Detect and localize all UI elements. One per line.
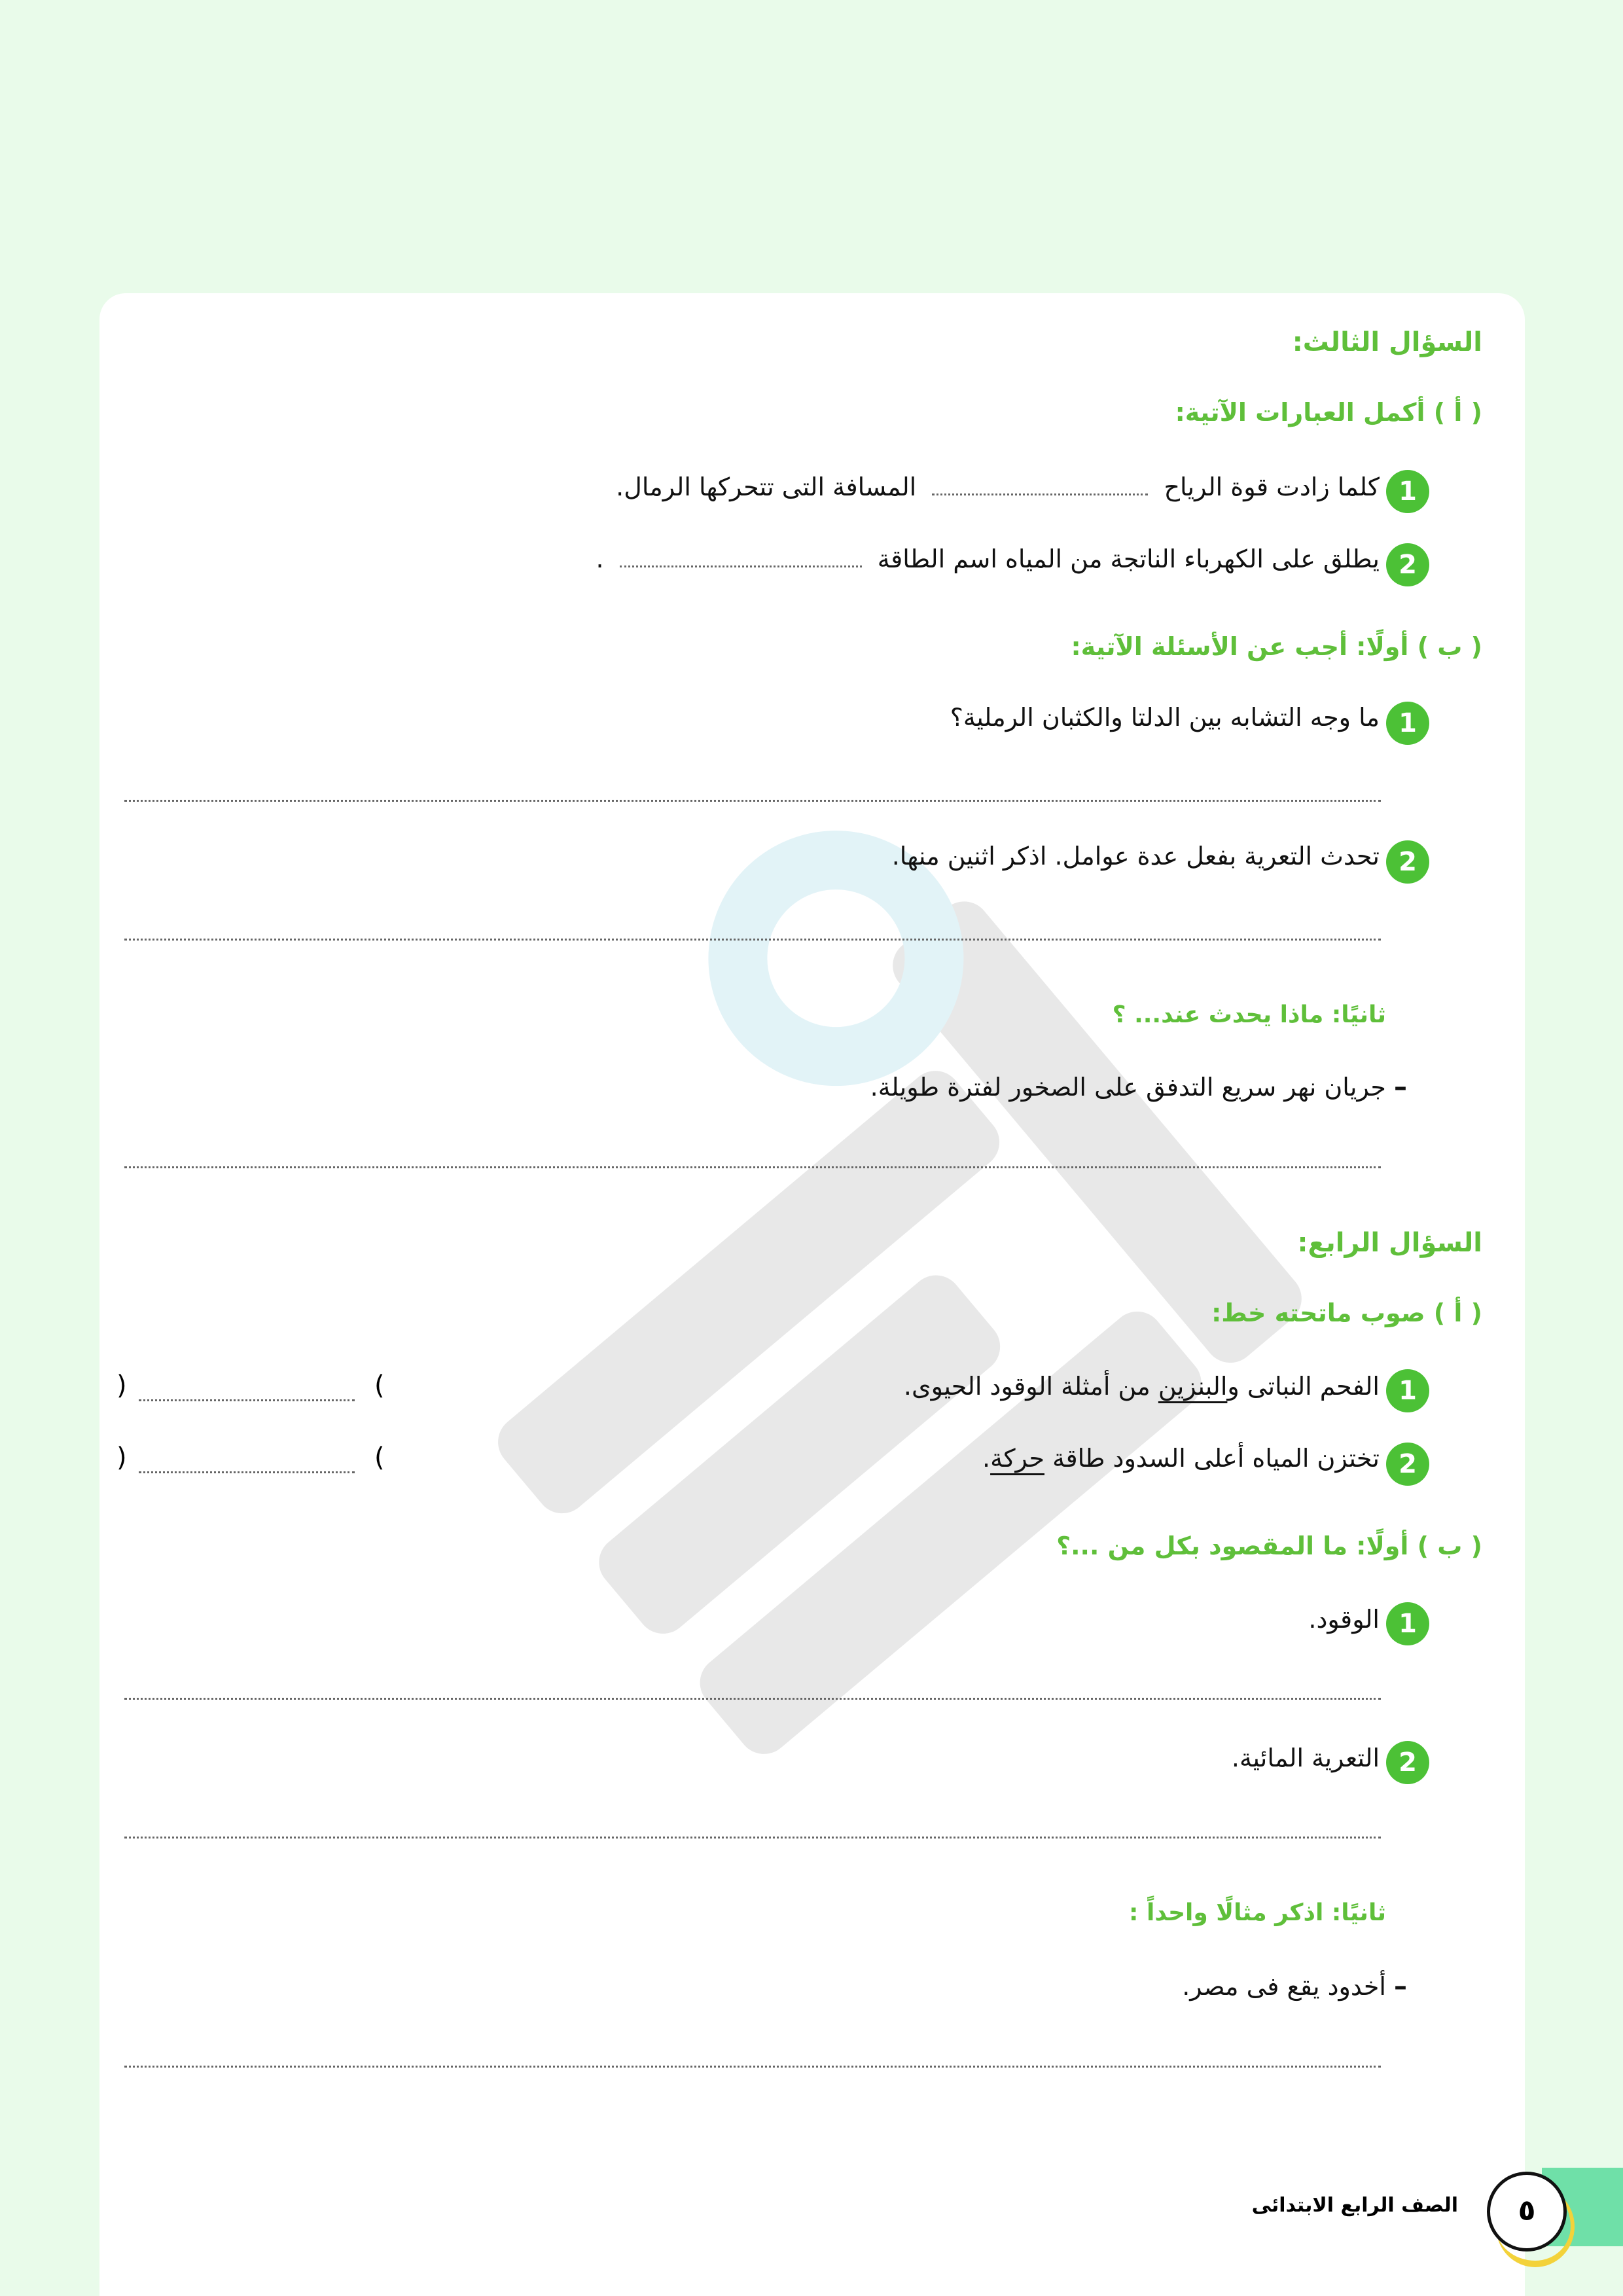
q3-second-title: ثانيًا: ماذا يحدث عند... ؟: [1112, 1001, 1386, 1028]
number-badge: 2: [1386, 543, 1429, 586]
answer-line[interactable]: [124, 800, 1381, 802]
item-text-pre: الفحم النباتى و: [1227, 1372, 1380, 1401]
term-text: التعرية المائية.: [1231, 1744, 1380, 1772]
question-text: تحدث التعرية بفعل عدة عوامل. اذكر اثنين منها.: [891, 842, 1380, 870]
term-text: الوقود.: [1308, 1605, 1380, 1634]
item-text: أخدود يقع فى مصر.: [1182, 1972, 1386, 2001]
grade-label: الصف الرابع الابتدائى: [1251, 2194, 1458, 2217]
bracket-close: ): [116, 1371, 127, 1401]
fill-in-item-1: [616, 473, 1380, 501]
q4-part-b-title: ( ب ) أولًا: ما المقصود بكل من ...؟: [1056, 1532, 1482, 1560]
question-text: ما وجه التشابه بين الدلتا والكثبان الرملية؟: [950, 703, 1380, 732]
dash-marker: –: [1394, 1072, 1407, 1102]
underlined-word: حركة: [990, 1444, 1044, 1473]
item-text-before: يطلق على الكهرباء الناتجة من المياه اسم الطاقة: [877, 545, 1380, 573]
q3-part-a-title: ( أ ) أكمل العبارات الآتية:: [1175, 398, 1482, 427]
item-text-after: المسافة التى تتحركها الرمال.: [616, 473, 917, 501]
dash-marker: –: [1394, 1971, 1407, 2001]
item-text-post: من أمثلة الوقود الحيوى.: [903, 1372, 1158, 1401]
fill-in-item-2: [596, 545, 1380, 573]
answer-line[interactable]: [124, 1837, 1381, 1839]
number-badge: 1: [1386, 1602, 1429, 1645]
q4-part-a-title: ( أ ) صوب ماتحته خط:: [1211, 1299, 1482, 1327]
item-text-after: .: [596, 545, 604, 573]
underlined-word: البنزين: [1158, 1372, 1228, 1401]
correction-blank[interactable]: [139, 1471, 355, 1473]
q3-part-b-title: ( ب ) أولًا: أجب عن الأسئلة الآتية:: [1071, 632, 1482, 661]
q4-second-title: ثانيًا: اذكر مثالًا واحداً :: [1129, 1899, 1386, 1926]
answer-blank[interactable]: [932, 493, 1148, 495]
answer-line[interactable]: [124, 2066, 1381, 2068]
item-text-pre: تختزن المياه أعلى السدود طاقة: [1044, 1444, 1380, 1473]
dash-item: [1182, 1971, 1407, 2001]
number-badge: 1: [1386, 702, 1429, 745]
number-badge: 2: [1386, 840, 1429, 884]
number-badge: 2: [1386, 1443, 1429, 1486]
answer-line[interactable]: [124, 1698, 1381, 1700]
number-badge: 1: [1386, 1369, 1429, 1412]
item-text: جريان نهر سريع التدفق على الصخور لفترة طويلة.: [870, 1073, 1386, 1102]
bracket-open: (: [374, 1371, 385, 1401]
bracket-open: (: [374, 1443, 385, 1473]
item-text-post: .: [982, 1444, 991, 1473]
number-badge: 2: [1386, 1741, 1429, 1784]
page-number: ٥: [1487, 2172, 1567, 2251]
correction-blank[interactable]: [139, 1399, 355, 1401]
bracket-close: ): [116, 1443, 127, 1473]
answer-blank[interactable]: [620, 565, 862, 567]
dash-item: [870, 1072, 1407, 1102]
item-text-before: كلما زادت قوة الرياح: [1164, 473, 1380, 501]
correct-item-1: [904, 1372, 1380, 1401]
question-4-title: السؤال الرابع:: [1297, 1228, 1482, 1258]
number-badge: 1: [1386, 470, 1429, 513]
answer-line[interactable]: [124, 939, 1381, 941]
correct-item-2: [982, 1444, 1380, 1473]
answer-line[interactable]: [124, 1166, 1381, 1168]
question-3-title: السؤال الثالث:: [1292, 327, 1482, 357]
